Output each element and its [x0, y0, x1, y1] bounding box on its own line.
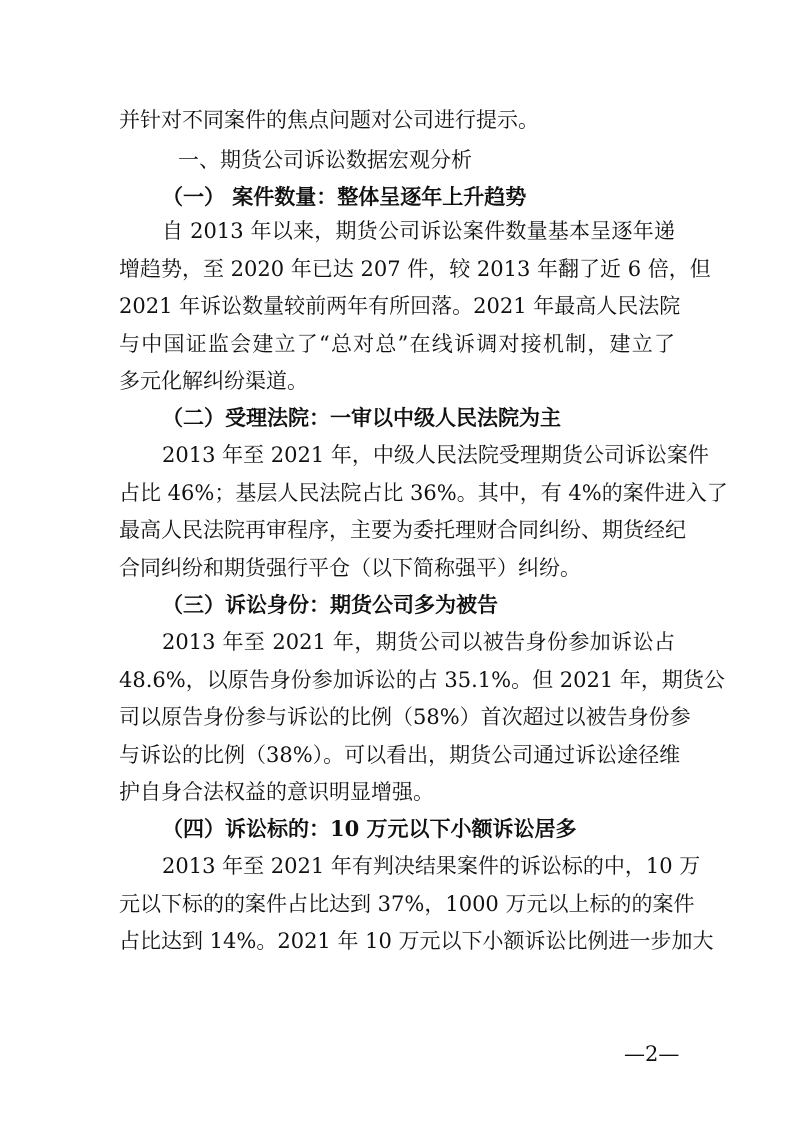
text-line: 48.6%，以原告身份参加诉讼的占 35.1%。但 2021 年，期货公 — [119, 668, 725, 692]
text-line: 护自身合法权益的意识明显增强。 — [119, 780, 434, 804]
page-number: —2— — [624, 1042, 680, 1066]
text-line: 占比达到 14%。2021 年 10 万元以下小额诉讼比例进一步加大 — [119, 929, 714, 953]
text-line: 自 2013 年以来，期货公司诉讼案件数量基本呈逐年递 — [162, 219, 675, 243]
text-line: 2013 年至 2021 年，中级人民法院受理期货公司诉讼案件 — [162, 443, 709, 467]
text-line: 与诉讼的比例（38%）。可以看出，期货公司通过诉讼途径维 — [119, 743, 681, 767]
text-line: 元以下标的的案件占比达到 37%，1000 万元以上标的的案件 — [119, 892, 695, 916]
text-line: 司以原告身份参与诉讼的比例（58%）首次超过以被告身份参 — [119, 705, 691, 729]
text-line: 增趋势，至 2020 年已达 207 件，较 2013 年翻了近 6 倍，但 — [119, 257, 711, 281]
subsection-heading: （三）诉讼身份：期货公司多为被告 — [162, 592, 498, 617]
subsection-heading: （二）受理法院：一审以中级人民法院为主 — [162, 405, 561, 430]
text-line: 2013 年至 2021 年，期货公司以被告身份参加诉讼占 — [162, 630, 675, 654]
text-line: 与中国证监会建立了“总对总”在线诉调对接机制，建立了 — [119, 332, 675, 356]
subsection-heading: （一） 案件数量：整体呈逐年上升趋势 — [162, 184, 527, 209]
subsection-heading: （四）诉讼标的：10 万元以下小额诉讼居多 — [162, 816, 577, 841]
text-line: 最高人民法院再审程序，主要为委托理财合同纠纷、期货经纪 — [119, 518, 686, 542]
section-heading: 一、期货公司诉讼数据宏观分析 — [178, 148, 472, 172]
text-line: 合同纠纷和期货强行平仓（以下简称强平）纠纷。 — [119, 556, 581, 580]
text-line: 2021 年诉讼数量较前两年有所回落。2021 年最高人民法院 — [119, 294, 681, 318]
text-line: 2013 年至 2021 年有判决结果案件的诉讼标的中，10 万 — [162, 854, 701, 878]
text-line: 并针对不同案件的焦点问题对公司进行提示。 — [119, 108, 539, 132]
text-line: 多元化解纠纷渠道。 — [119, 369, 308, 393]
text-line: 占比 46%；基层人民法院占比 36%。其中，有 4%的案件进入了 — [119, 481, 728, 505]
